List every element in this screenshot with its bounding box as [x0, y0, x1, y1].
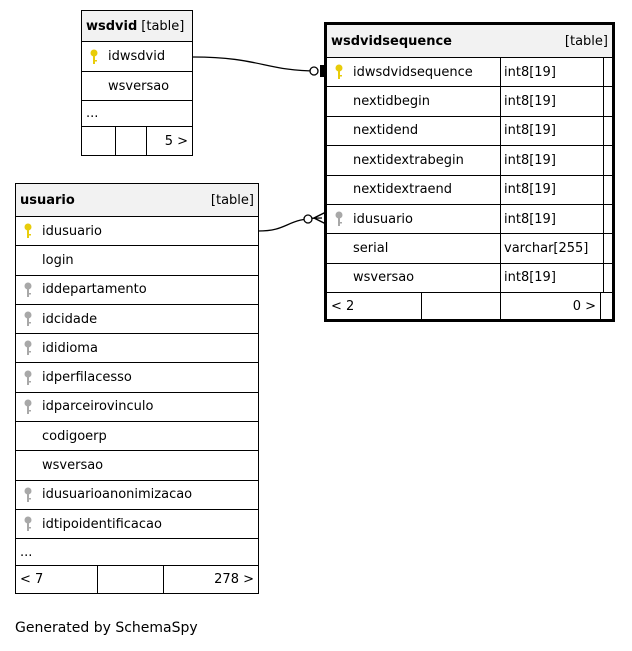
- generated-by-note: Generated by SchemaSpy: [15, 620, 198, 636]
- table-kind: [table]: [210, 192, 254, 208]
- column-name: wsversao: [108, 78, 170, 94]
- table-kind: [table]: [141, 18, 185, 34]
- column-name: nextidextraend: [353, 182, 453, 198]
- parents-count-label: < 2: [331, 298, 355, 314]
- column-type-cell: [500, 117, 603, 145]
- table-wsdvidsequence[interactable]: [324, 22, 615, 322]
- table-kind: [table]: [564, 33, 608, 49]
- parents-count[interactable]: [82, 127, 115, 155]
- column-pad-cell: [603, 58, 612, 86]
- table-footer: [16, 566, 258, 593]
- more-text: ...: [20, 544, 33, 560]
- children-count[interactable]: [163, 566, 258, 593]
- column-name: wsversao: [42, 458, 104, 474]
- column-type-cell: [500, 146, 603, 174]
- column-row[interactable]: [16, 481, 258, 510]
- column-name: idusuarioanonimizacao: [42, 487, 193, 503]
- column-row[interactable]: [16, 510, 258, 539]
- footer-pad: [600, 293, 612, 319]
- foreign-key-icon: [24, 516, 32, 532]
- column-type: int8[19]: [504, 182, 556, 198]
- column-name: idperfilacesso: [42, 370, 132, 386]
- more-text: ...: [86, 106, 99, 121]
- foreign-key-icon: [24, 340, 32, 356]
- column-row[interactable]: [16, 246, 258, 275]
- table-usuario[interactable]: [15, 183, 259, 594]
- column-name: idwsdvidsequence: [353, 64, 473, 80]
- column-name: codigoerp: [42, 428, 107, 444]
- column-pad-cell: [603, 264, 612, 292]
- column-type-cell: [500, 87, 603, 115]
- column-name: serial: [353, 241, 389, 257]
- foreign-key-icon: [24, 399, 32, 415]
- table-header: [327, 25, 612, 58]
- column-row[interactable]: [16, 334, 258, 363]
- column-type: int8[19]: [504, 64, 556, 80]
- table-header: [16, 184, 258, 217]
- column-name-cell: [16, 363, 258, 391]
- primary-key-icon: [90, 49, 98, 65]
- column-name: idusuario: [42, 223, 102, 239]
- children-count-label: 278 >: [214, 572, 254, 588]
- column-name: nextidextrabegin: [353, 152, 464, 168]
- column-type: int8[19]: [504, 270, 556, 286]
- foreign-key-icon: [24, 487, 32, 503]
- column-pad-cell: [603, 146, 612, 174]
- foreign-key-icon: [24, 282, 32, 298]
- children-count[interactable]: [146, 127, 192, 155]
- column-row[interactable]: [16, 451, 258, 480]
- more-indicator: [16, 539, 258, 565]
- column-pad-cell: [603, 87, 612, 115]
- parents-count-label: < 7: [20, 572, 44, 588]
- column-row[interactable]: [327, 146, 612, 175]
- column-type: int8[19]: [504, 152, 556, 168]
- primary-key-icon: [24, 223, 32, 239]
- table-name: wsdvidsequence: [331, 33, 452, 49]
- column-row[interactable]: [327, 234, 612, 263]
- children-count[interactable]: [500, 293, 600, 319]
- column-pad-cell: [603, 176, 612, 204]
- column-row[interactable]: [327, 205, 612, 234]
- column-row[interactable]: [327, 117, 612, 146]
- table-footer: [327, 293, 612, 319]
- column-type-cell: [500, 176, 603, 204]
- column-row[interactable]: [16, 276, 258, 305]
- more-columns-row[interactable]: [82, 101, 192, 127]
- column-name-cell: [16, 246, 258, 274]
- column-pad-cell: [603, 234, 612, 262]
- column-name: login: [42, 252, 74, 268]
- column-name-cell: [327, 176, 500, 204]
- table-header: [82, 11, 192, 42]
- column-name-cell: [16, 217, 258, 245]
- column-name-cell: [327, 146, 500, 174]
- column-name-cell: [16, 393, 258, 421]
- column-row[interactable]: [16, 422, 258, 451]
- column-name: idcidade: [42, 311, 98, 327]
- column-row[interactable]: [327, 87, 612, 116]
- column-pad-cell: [603, 117, 612, 145]
- column-name: idwsdvid: [108, 49, 166, 64]
- column-row[interactable]: [16, 363, 258, 392]
- column-row[interactable]: [82, 72, 192, 101]
- table-title: [86, 11, 184, 41]
- column-type-cell: [500, 234, 603, 262]
- relation-wsdvid-wsdvidsequence: [193, 57, 318, 71]
- column-name-cell: [16, 481, 258, 509]
- column-type: varchar[255]: [504, 241, 589, 257]
- footer-spacer: [421, 293, 500, 319]
- relation-usuario-wsdvidsequence: [258, 218, 322, 231]
- column-name: nextidbegin: [353, 94, 431, 110]
- column-name: idparceirovinculo: [42, 399, 154, 415]
- column-type: int8[19]: [504, 123, 556, 139]
- column-type-cell: [500, 205, 603, 233]
- footer-spacer: [115, 127, 146, 155]
- relation-optional-marker: [304, 215, 312, 223]
- column-name: idusuario: [353, 211, 413, 227]
- column-type: int8[19]: [504, 94, 556, 110]
- column-name-cell: [16, 451, 258, 479]
- foreign-key-icon: [24, 311, 32, 327]
- column-name: nextidend: [353, 123, 419, 139]
- column-name-cell: [327, 234, 500, 262]
- column-row[interactable]: [327, 176, 612, 205]
- column-name-cell: [16, 276, 258, 304]
- column-type-cell: [500, 58, 603, 86]
- footer-spacer: [97, 566, 163, 593]
- parents-count[interactable]: [327, 293, 421, 319]
- column-name-cell: [16, 334, 258, 362]
- column-name-cell: [16, 305, 258, 333]
- relation-optional-marker: [310, 67, 318, 75]
- more-indicator: [82, 101, 192, 126]
- more-columns-row[interactable]: [16, 539, 258, 566]
- column-name: idtipoidentificacao: [42, 516, 162, 532]
- column-name-cell: [16, 422, 258, 450]
- column-pad-cell: [603, 205, 612, 233]
- column-name-cell: [327, 58, 500, 86]
- column-name: wsversao: [353, 270, 415, 286]
- children-count-label: 5 >: [164, 133, 188, 149]
- parents-count[interactable]: [16, 566, 97, 593]
- foreign-key-icon: [335, 211, 343, 227]
- column-name-cell: [16, 510, 258, 538]
- column-row[interactable]: [16, 393, 258, 422]
- table-wsdvid[interactable]: [81, 10, 193, 156]
- column-name-cell: [82, 72, 192, 100]
- children-count-label: 0 >: [572, 298, 596, 314]
- column-name-cell: [327, 264, 500, 292]
- column-row[interactable]: [327, 58, 612, 87]
- foreign-key-icon: [24, 370, 32, 386]
- column-name: iddepartamento: [42, 282, 147, 298]
- column-row[interactable]: [327, 264, 612, 293]
- table-name: wsdvid: [86, 18, 138, 34]
- column-name: ididioma: [42, 340, 98, 356]
- table-footer: [82, 127, 192, 155]
- column-row[interactable]: [82, 42, 192, 72]
- column-name-cell: [327, 117, 500, 145]
- column-row[interactable]: [16, 305, 258, 334]
- column-type: int8[19]: [504, 211, 556, 227]
- column-name-cell: [327, 87, 500, 115]
- primary-key-icon: [335, 64, 343, 80]
- column-type-cell: [500, 264, 603, 292]
- column-name-cell: [327, 205, 500, 233]
- column-name-cell: [82, 42, 192, 71]
- table-name: usuario: [20, 192, 75, 208]
- column-row[interactable]: [16, 217, 258, 246]
